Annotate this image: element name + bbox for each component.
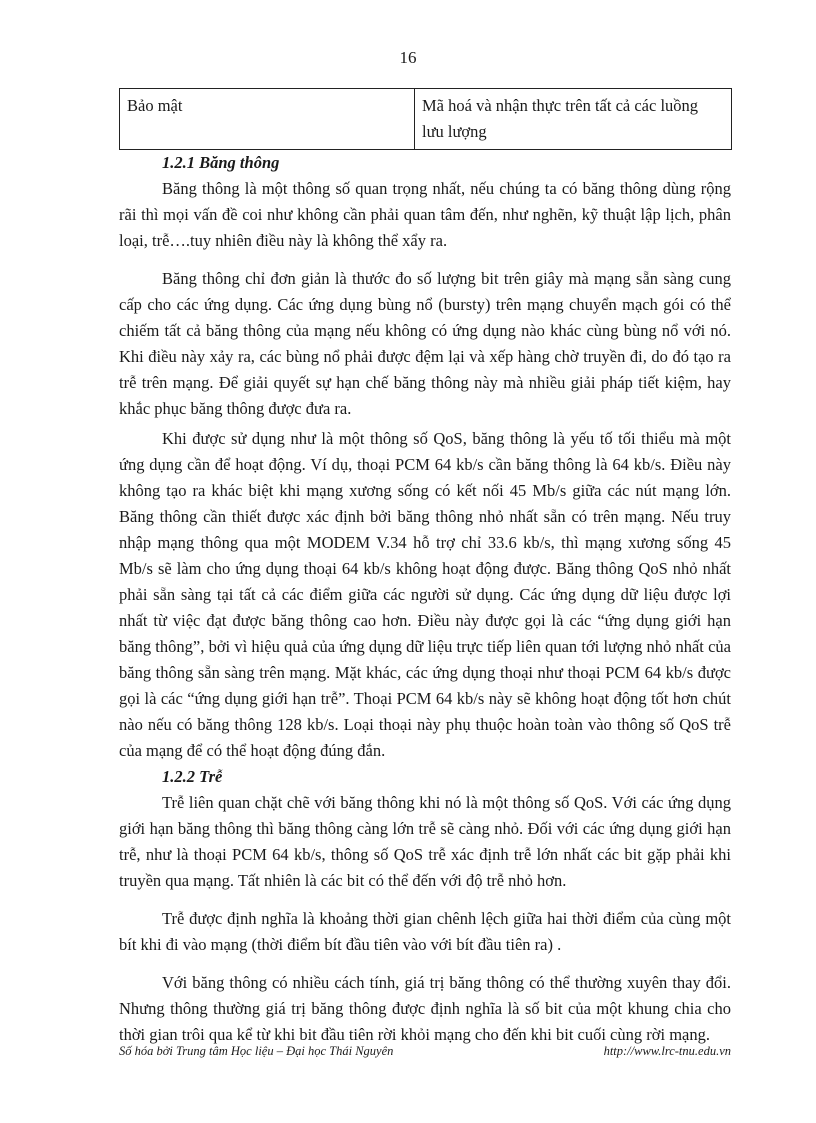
paragraph: Trễ được định nghĩa là khoảng thời gian chênh lệch giữa hai thời điểm của cùng một bít khi đi vào mạng (thời điểm bít đầu tiên vào với bít đầu tiên ra) . bbox=[119, 909, 731, 954]
paragraph: Trễ liên quan chặt chẽ với băng thông khi nó là một thông số QoS. Với các ứng dụng giới hạn băng thông thì băng thông càng lớn trễ sẽ càng nhỏ. Đối với các ứng dụng giới hạn trễ, như là thoại PCM 64 kb/s, thông số QoS trễ xác định trễ lớn nhất các bit gặp phải khi truyền qua mạng. Tất nhiên là các bit có thể đến với độ trễ nhỏ hơn. bbox=[119, 793, 731, 890]
footer-url: http://www.lrc-tnu.edu.vn bbox=[603, 1044, 731, 1058]
table-cell-left: Bảo mật bbox=[120, 89, 415, 150]
security-table bbox=[119, 88, 732, 150]
section-heading-delay: 1.2.2 Trễ bbox=[162, 767, 223, 786]
section-heading-bandwidth: 1.2.1 Băng thông bbox=[162, 153, 280, 172]
table-cell-right: Mã hoá và nhận thực trên tất cả các luồng lưu lượng bbox=[415, 89, 732, 150]
footer-source: Số hóa bởi Trung tâm Học liệu – Đại học Thái Nguyên bbox=[119, 1044, 394, 1058]
paragraph: Băng thông chỉ đơn giản là thước đo số lượng bit trên giây mà mạng sẵn sàng cung cấp cho các ứng dụng. Các ứng dụng bùng nổ (bursty) trên mạng chuyển mạch gói có thể chiếm tất cả băng thông của mạng nếu không có ứng dụng nào khác cùng bùng nổ với nó. Khi điều này xảy ra, các bùng nổ phải được đệm lại và xếp hàng chờ truyền đi, do đó tạo ra trễ trên mạng. Để giải quyết sự hạn chế băng thông này mà nhiều giải pháp tiết kiệm, hay khắc phục băng thông được đưa ra. bbox=[119, 269, 731, 418]
paragraph: Với băng thông có nhiều cách tính, giá trị băng thông có thể thường xuyên thay đổi. Nhưng thông thường giá trị băng thông được định nghĩa là số bit của một khung chia cho thời gian trôi qua kể từ khi bit đầu tiên rời khỏi mạng cho đến khi bit cuối cùng rời mạng. bbox=[119, 973, 731, 1044]
table-row bbox=[120, 89, 732, 150]
page-number: 16 bbox=[399, 48, 417, 67]
paragraph: Băng thông là một thông số quan trọng nhất, nếu chúng ta có băng thông dùng rộng rãi thì mọi vấn đề coi như không cần phải quan tâm đến, như nghẽn, kỹ thuật lập lịch, phân loại, trễ….tuy nhiên điều này là không thể xẩy ra. bbox=[119, 179, 731, 250]
body-content bbox=[119, 150, 731, 1048]
paragraph: Khi được sử dụng như là một thông số QoS, băng thông là yếu tố tối thiểu mà một ứng dụng cần để hoạt động. Ví dụ, thoại PCM 64 kb/s cần băng thông là 64 kb/s. Điều này không tạo ra khác biệt khi mạng xương sống có kết nối 45 Mb/s giữa các nút mạng lớn. Băng thông cần thiết được xác định bởi băng thông nhỏ nhất sẵn có trên mạng. Nếu truy nhập mạng thông qua một MODEM V.34 hỗ trợ chỉ 33.6 kb/s, thì mạng xương sống 45 Mb/s sẽ làm cho ứng dụng thoại 64 kb/s không hoạt động được. Băng thông QoS nhỏ nhất phải sẵn sàng tại tất cả các điểm giữa các người sử dụng. Các ứng dụng dữ liệu được lợi nhất từ việc đạt được băng thông cao hơn. Điều này được gọi là các “ứng dụng giới hạn băng thông”, bởi vì hiệu quả của ứng dụng dữ liệu trực tiếp liên quan tới lượng nhỏ nhất của băng thông sẵn sàng trên mạng. Mặt khác, các ứng dụng thoại như thoại PCM 64 kb/s được gọi là các “ứng dụng giới hạn trễ”. Thoại PCM 64 kb/s này sẽ không hoạt động tốt hơn chút nào nếu có băng thông 128 kb/s. Loại thoại này phụ thuộc hoàn toàn vào thông số QoS trễ của mạng để có thể hoạt động đúng đắn. bbox=[119, 429, 731, 760]
